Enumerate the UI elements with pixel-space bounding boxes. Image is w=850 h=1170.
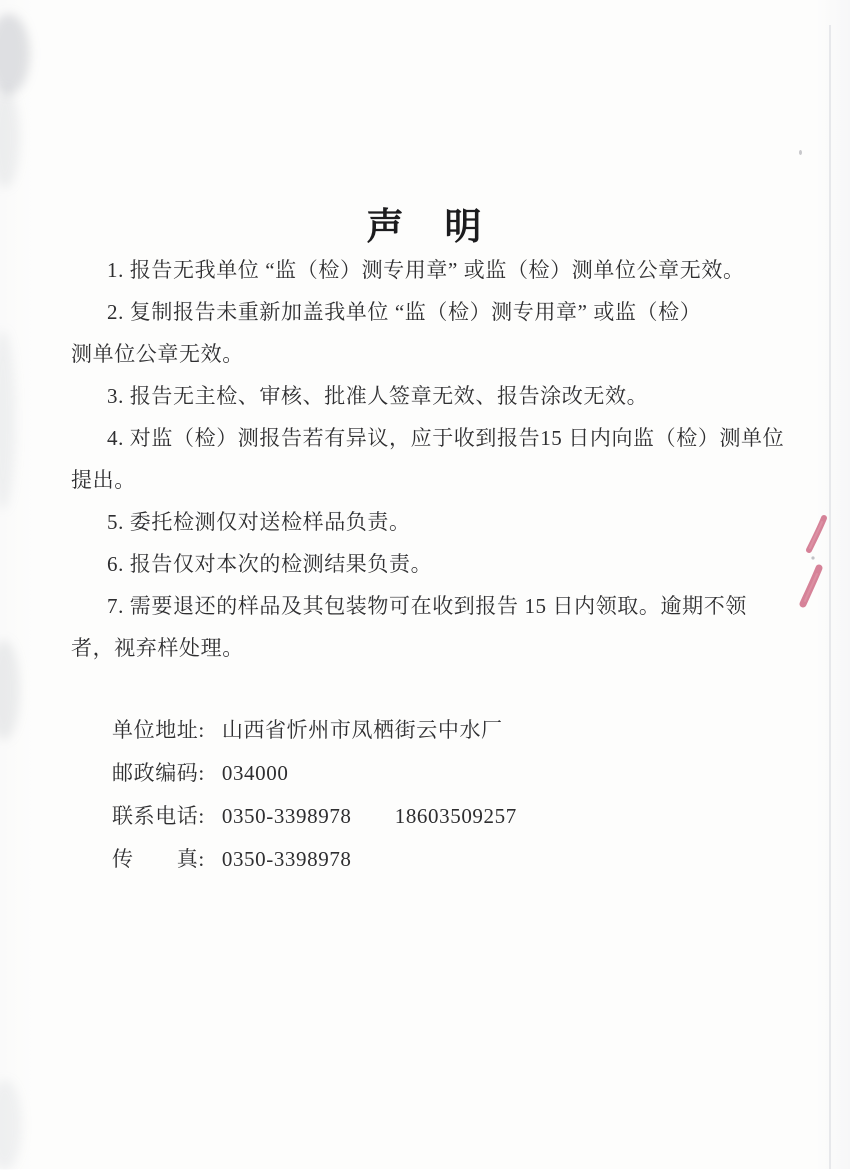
statement-line: 7. 需要退还的样品及其包装物可在收到报告 15 日内领取。逾期不领 [107, 594, 747, 618]
contact-line [0, 709, 850, 752]
statement-line: 者，视弃样处理。 [71, 636, 244, 660]
contact-label: 单位地址: [112, 718, 205, 742]
statement-line: 测单位公章无效。 [71, 342, 244, 366]
statement-line: 1. 报告无我单位 “监（检）测专用章” 或监（检）测单位公章无效。 [107, 258, 745, 282]
page-title: 声 明 [366, 206, 484, 247]
scan-smudge [0, 1080, 22, 1170]
scan-speck [799, 150, 802, 155]
statement-line: 4. 对监（检）测报告若有异议，应于收到报告15 日内向监（检）测单位 [107, 426, 785, 450]
statement-line: 提出。 [71, 468, 136, 492]
statement-line: 5. 委托检测仅对送检样品负责。 [107, 510, 411, 534]
contact-info-block [0, 709, 850, 881]
statement-line: 2. 复制报告未重新加盖我单位 “监（检）测专用章” 或监（检） [107, 300, 702, 324]
scan-smudge [0, 14, 30, 94]
contact-value: 0350-3398978 18603509257 [221, 804, 517, 828]
contact-line [0, 795, 850, 838]
contact-label: 传 真: [112, 847, 205, 871]
statement-paragraphs [0, 249, 850, 669]
statement-line: 6. 报告仅对本次的检测结果负责。 [107, 552, 433, 576]
contact-label: 邮政编码: [112, 761, 205, 785]
contact-line [0, 838, 850, 881]
contact-value: 0350-3398978 [221, 847, 352, 871]
contact-value: 山西省忻州市凤栖街云中水厂 [221, 718, 503, 742]
scan-smudge [0, 88, 20, 188]
contact-line [0, 752, 850, 795]
contact-label: 联系电话: [112, 804, 205, 828]
statement-line: 3. 报告无主检、审核、批准人签章无效、报告涂改无效。 [107, 384, 649, 408]
contact-value: 034000 [221, 761, 289, 785]
